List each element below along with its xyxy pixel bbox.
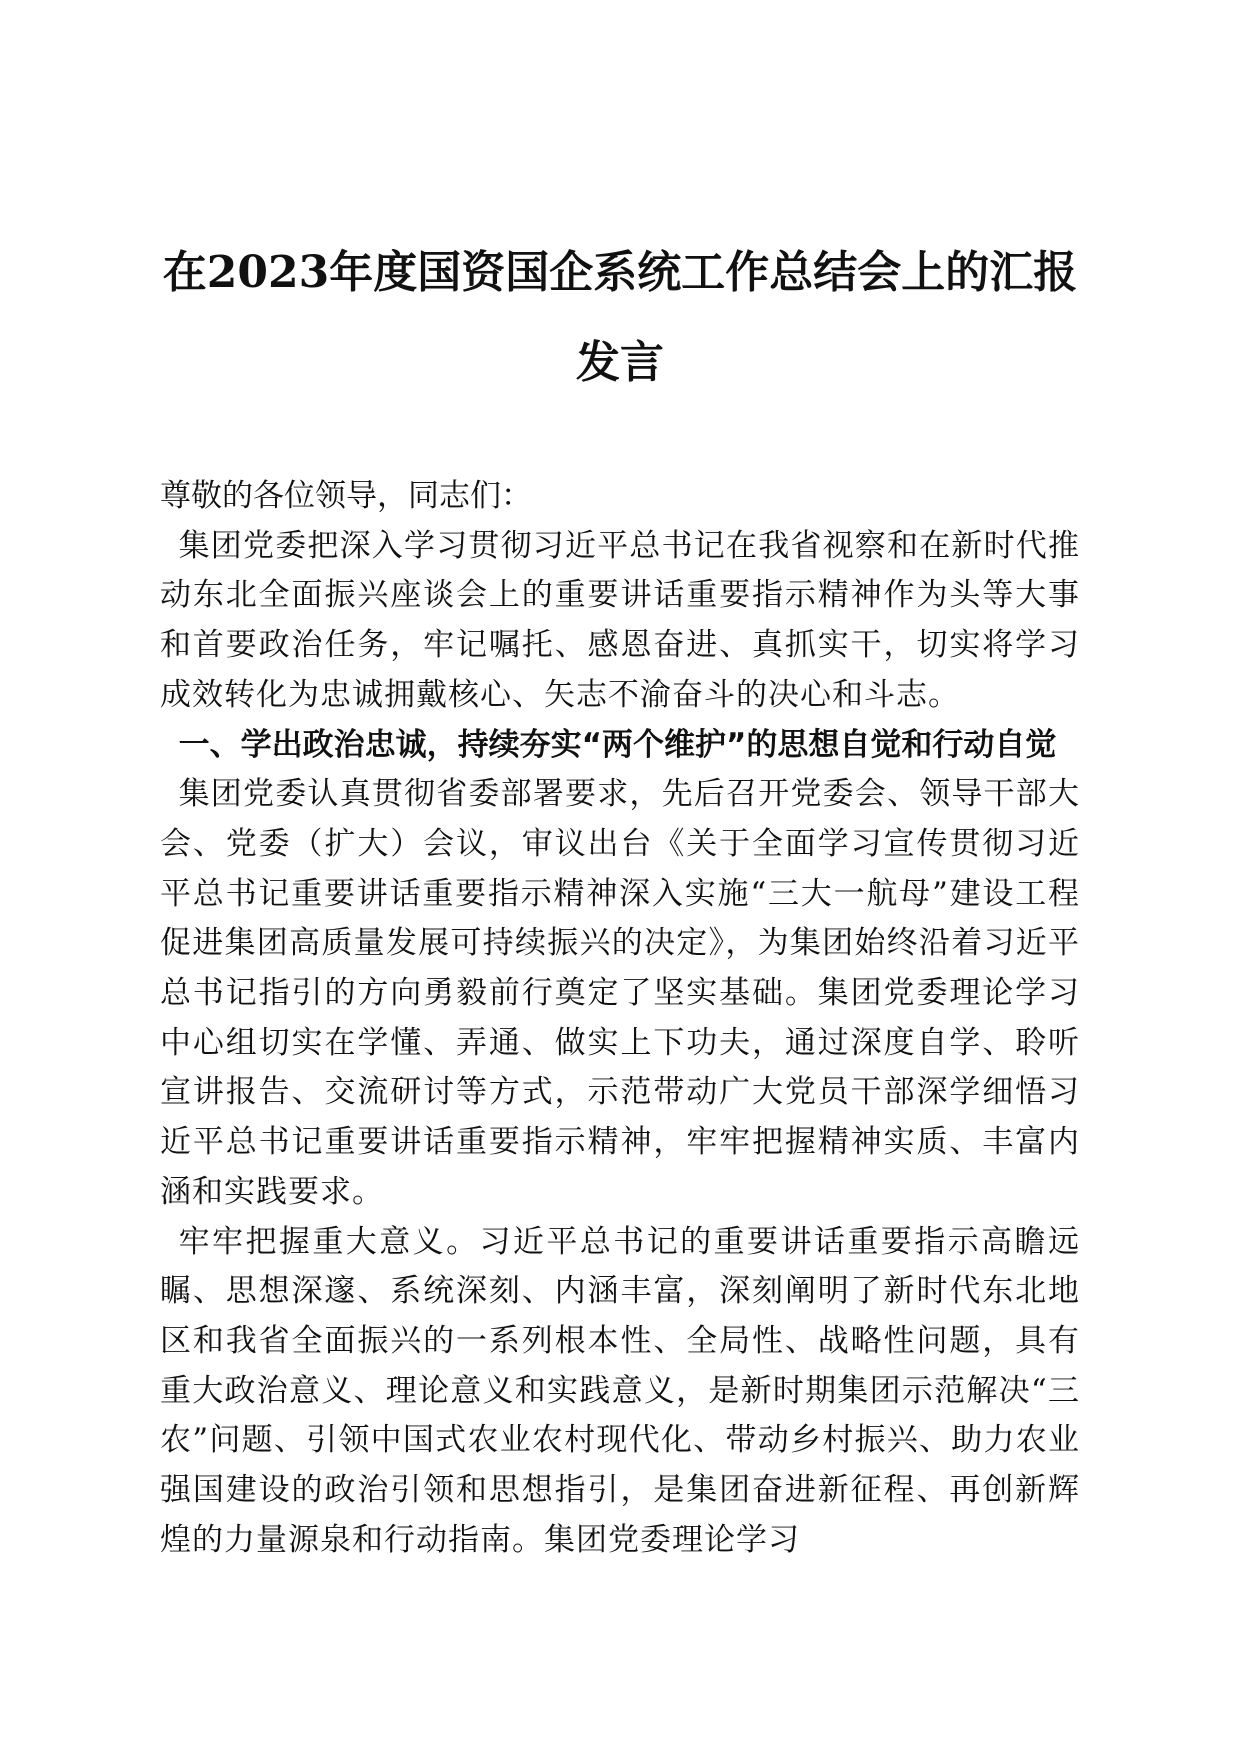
- section-heading: 一、学出政治忠诚，持续夯实“两个维护”的思想自觉和行动自觉: [178, 726, 1057, 763]
- document-body: [160, 472, 1080, 1565]
- section-paragraph: 集团党委认真贯彻省委部署要求，先后召开党委会、领导干部大会、党委（扩大）会议，审议出台《关于全面学习宣传贯彻习近平总书记重要讲话重要指示精神深入实施“三大一航母”建设工程促进集团高质量发展可持续振兴的决定》，为集团始终沿着习近平总书记指引的方向勇毅前行奠定了坚实基础。集团党委理论学习中心组切实在学懂、弄通、做实上下功夫，通过深度自学、聆听宣讲报告、交流研讨等方式，示范带动广大党员干部深学细悟习近平总书记重要讲话重要指示精神，牢牢把握精神实质、丰富内涵和实践要求。: [160, 776, 1080, 1210]
- intro-paragraph: 集团党委把深入学习贯彻习近平总书记在我省视察和在新时代推动东北全面振兴座谈会上的重要讲话重要指示精神作为头等大事和首要政治任务，牢记嘱托、感恩奋进、真抓实干，切实将学习成效转化为忠诚拥戴核心、矢志不渝奋斗的决心和斗志。: [160, 527, 1080, 713]
- document-page: [160, 0, 1080, 1754]
- section-paragraph: 牢牢把握重大意义。习近平总书记的重要讲话重要指示高瞻远瞩、思想深邃、系统深刻、内涵丰富，深刻阐明了新时代东北地区和我省全面振兴的一系列根本性、全局性、战略性问题，具有重大政治意义、理论意义和实践意义，是新时期集团示范解决“三农”问题、引领中国式农业农村现代化、带动乡村振兴、助力农业强国建设的政治引领和思想指引，是集团奋进新征程、再创新辉煌的力量源泉和行动指南。集团党委理论学习: [160, 1223, 1080, 1558]
- document-title: 在2023年度国资国企系统工作总结会上的汇报发言: [162, 247, 1078, 388]
- salutation: 尊敬的各位领导，同志们：: [160, 478, 532, 514]
